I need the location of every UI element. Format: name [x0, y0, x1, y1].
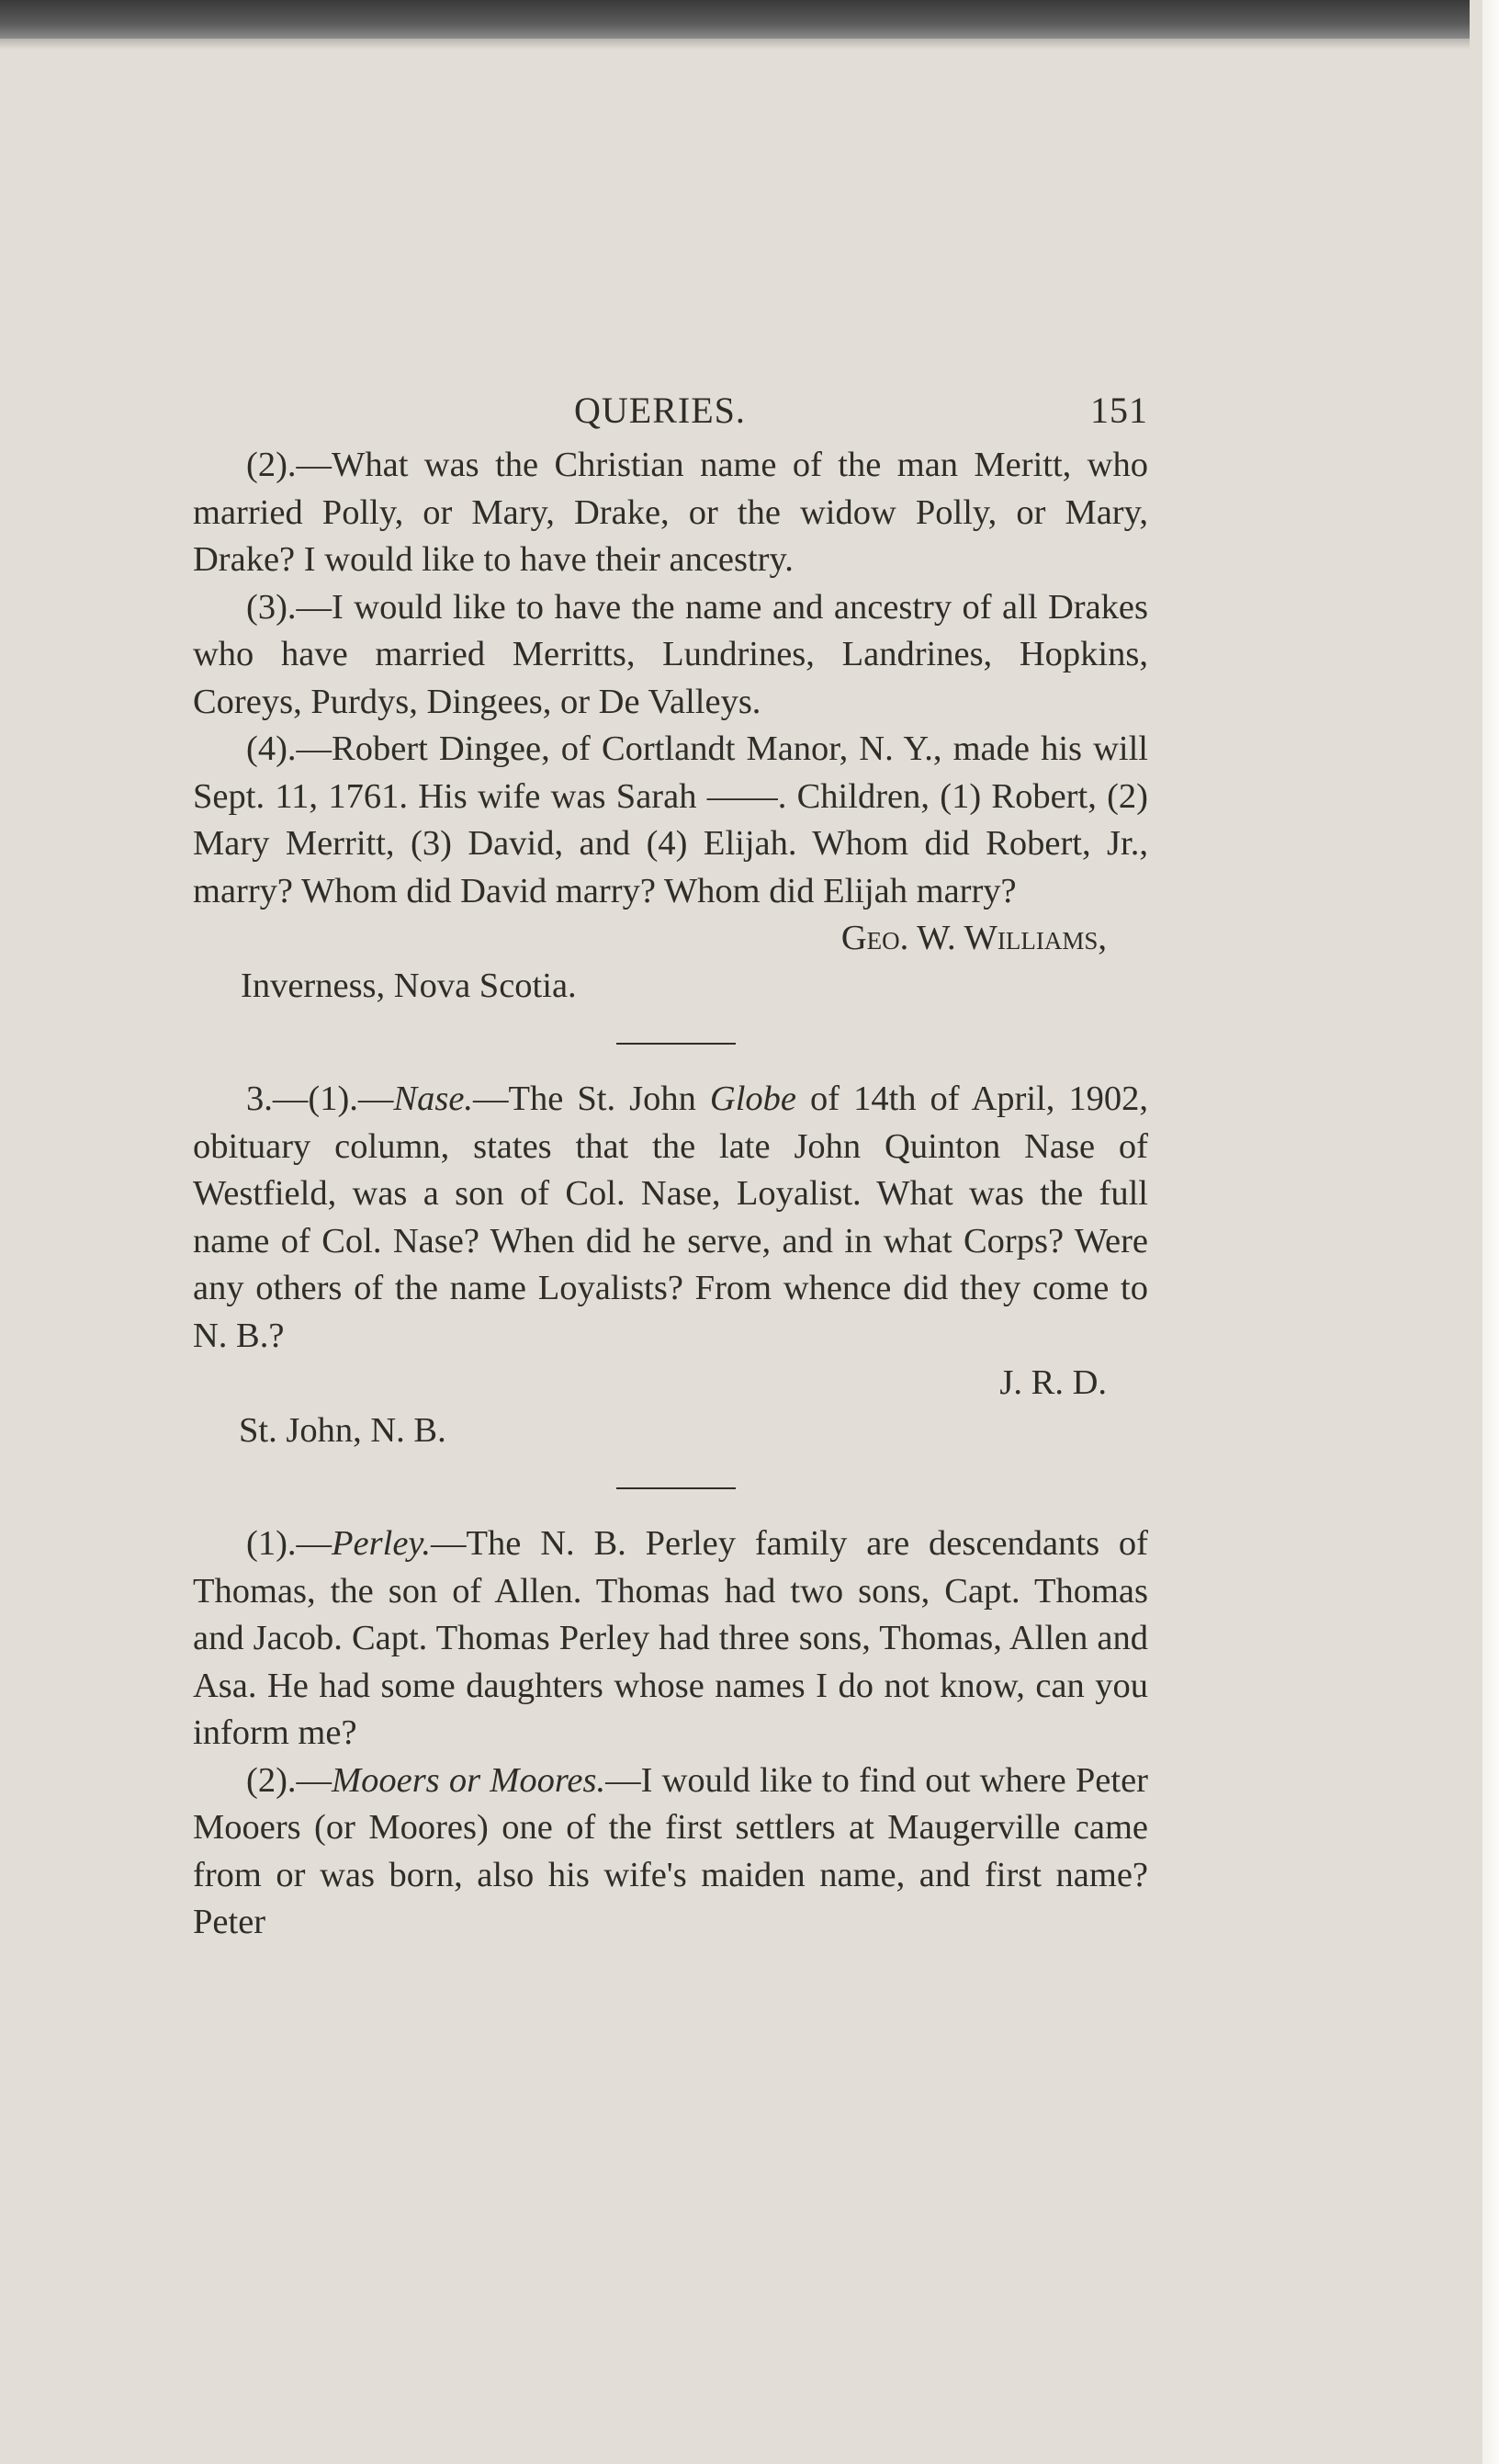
newspaper-title: Globe	[709, 1079, 796, 1118]
query-text: —I would like to find out where Peter Mooers (or Moores) one of the first settlers at Maugerville came from or was born, also his wife's maiden name, and first name? Peter	[193, 1760, 1148, 1941]
query-perley	[193, 1520, 1148, 1758]
signature: Geo. W. Williams,	[840, 919, 1107, 957]
page-text-block	[193, 372, 1148, 1947]
page-number: 151	[1090, 390, 1148, 431]
page-header	[193, 372, 1148, 442]
query-number: (1).—	[246, 1524, 332, 1563]
query-text-a: —The St. John	[473, 1079, 710, 1118]
query-topic: Mooers or Moores.	[332, 1760, 606, 1800]
edge-shadow	[0, 39, 1470, 50]
query-mooers	[193, 1758, 1148, 1947]
query-number: 3.—(1).—	[246, 1079, 394, 1118]
query-text-b: of 14th of April, 1902, obituary column, states that the late John Quinton Nase of Westfield, was a son of Col. Nase, Loyalist. What was the full name of Col. Nase? When did he serve, and in what Corps? Were any others of the name Loyalists? From whence did they come to N. B.?	[193, 1079, 1149, 1355]
query-paragraph-3: (3).—I would like to have the name and ancestry of all Drakes who have married Merritts, Lundrines, Landrines, Hopkins, Coreys, Purdys, Dingees, or De Valleys.	[193, 587, 1148, 721]
query-topic: Perley.	[332, 1524, 431, 1563]
page-edge	[1482, 0, 1499, 2464]
section-divider	[616, 1043, 736, 1045]
signature-place: St. John, N. B.	[239, 1410, 446, 1450]
query-number: (2).—	[246, 1760, 332, 1800]
query-topic: Nase.	[393, 1079, 474, 1118]
running-head: QUERIES.	[574, 390, 746, 431]
query-text: —The N. B. Perley family are descendants of Thomas, the son of Allen. Thomas had two sons, Capt. Thomas and Jacob. Capt. Thomas Perley had three sons, Thomas, Allen and Asa. He had some daughters whose names I do not know, can you inform me?	[193, 1524, 1148, 1752]
signature-place: Inverness, Nova Scotia.	[241, 966, 577, 1005]
query-paragraph-2: (2).—What was the Christian name of the man Meritt, who married Polly, or Mary, Drake, or the widow Polly, or Mary, Drake? I would like to have their ancestry.	[193, 446, 1148, 579]
book-spine-edge	[0, 0, 1470, 39]
section-divider	[616, 1487, 736, 1489]
signature: J. R. D.	[999, 1363, 1107, 1402]
query-paragraph-4: (4).—Robert Dingee, of Cortlandt Manor, N. Y., made his will Sept. 11, 1761. His wife was Sarah ——. Children, (1) Robert, (2) Mary Merritt, (3) David, and (4) Elijah. Whom did Robert, Jr., marry? Whom did David marry? Whom did Elijah marry?	[193, 729, 1148, 910]
query-nase	[193, 1076, 1148, 1360]
